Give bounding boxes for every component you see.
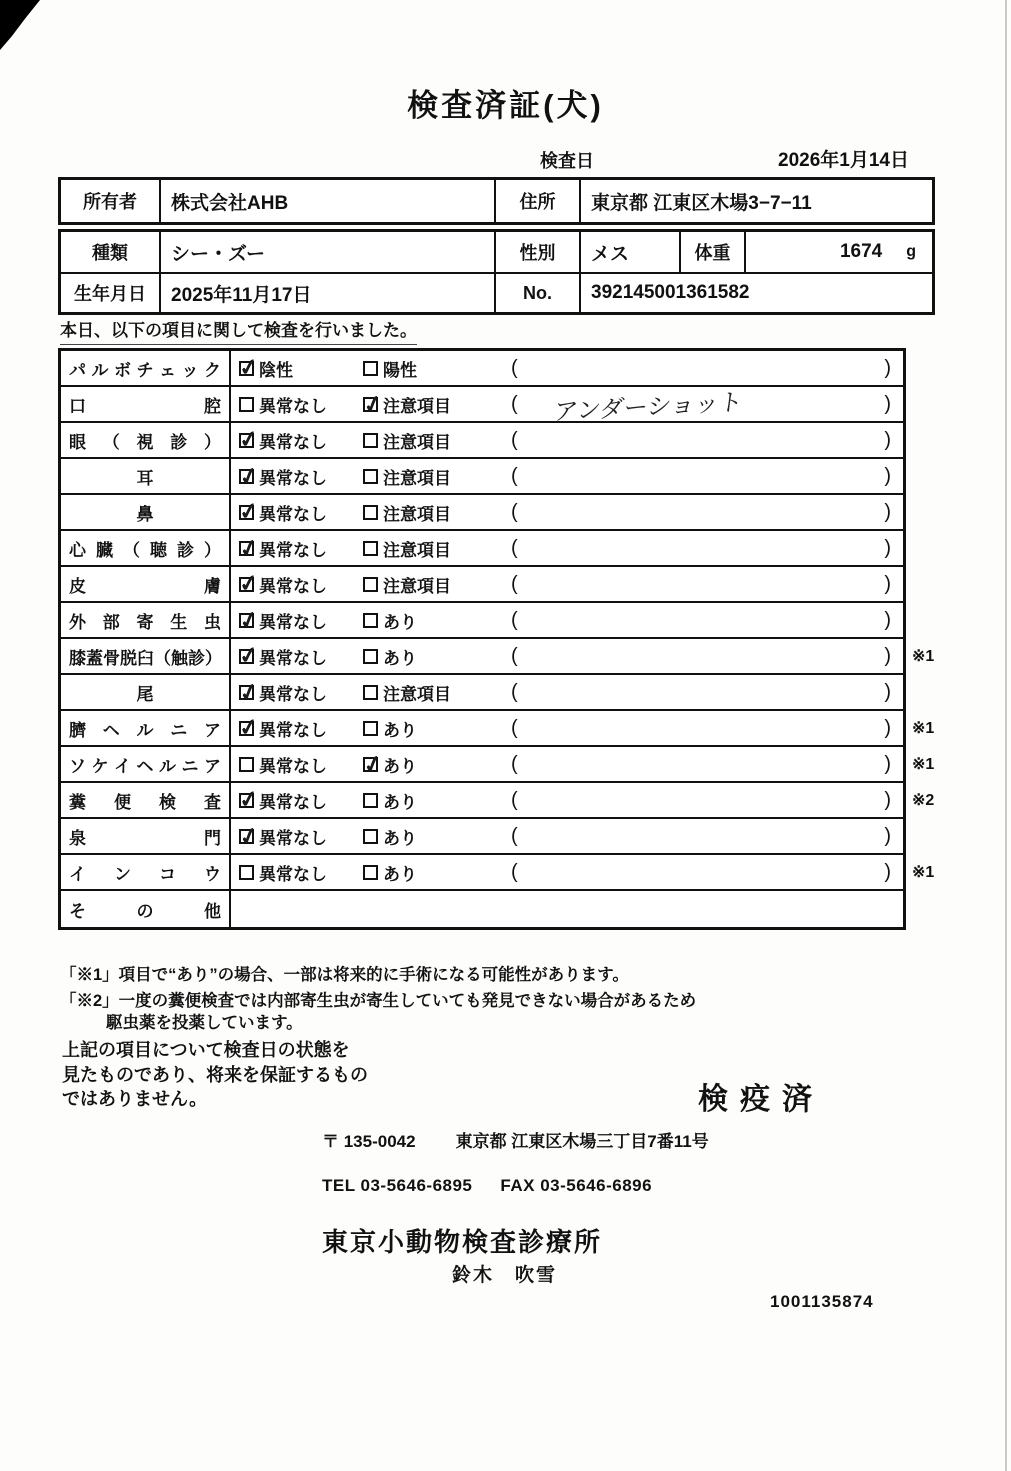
address-value: 東京都 江東区木場3−7−11 [591,192,812,214]
checkbox-label: あり [383,828,417,848]
checklist-item-name [61,711,231,745]
close-paren: ) [884,824,891,847]
checklist-option-1 [231,387,363,421]
checklist-option-2 [363,387,499,421]
pet-table [58,229,935,315]
checkbox-label: あり [383,864,417,884]
serial-number: 1001135874 [770,1292,874,1311]
open-paren: ( [511,608,518,631]
checklist-item-text: 膝 蓋 骨 脱 臼 （ 触 診 ） [69,648,222,668]
fax-number: FAX 03-5646-6896 [500,1176,653,1195]
note-field [499,675,903,709]
open-paren: ( [511,500,518,523]
note-field [499,459,903,493]
checklist-option-1 [231,459,363,493]
note-field [499,819,903,853]
checklist-option-2 [363,639,499,673]
note-field [499,351,903,385]
weight-cell [746,232,932,272]
checklist-row [61,495,903,531]
quarantine-stamp: 検疫済 [698,1083,824,1116]
close-paren: ) [884,392,891,415]
checkbox-icon [239,865,254,880]
checkbox-icon [363,433,378,448]
close-paren: ) [884,752,891,775]
note-field [499,711,903,745]
inspection-date-value: 2026年1月14日 [778,150,909,171]
checkbox-label: 異常なし [259,540,327,560]
checklist-item-name [61,639,231,673]
close-paren: ) [884,500,891,523]
checkbox-icon [363,541,378,556]
note-field [499,603,903,637]
checkbox-icon [363,505,378,520]
checkbox-icon [363,397,378,412]
checkbox-icon [239,577,254,592]
checklist-row [61,351,903,387]
checkbox-label: 注意項目 [383,468,451,488]
note-field [499,747,903,781]
checkbox-icon [363,865,378,880]
open-paren: ( [511,464,518,487]
checkbox-icon [239,397,254,412]
postal-code: 〒 135-0042 [322,1132,416,1151]
clinic-name: 東京小動物検査診療所 [322,1227,603,1257]
checkbox-icon [239,541,254,556]
checkbox-label: 異常なし [259,504,327,524]
checklist-row [61,675,903,711]
checkbox-label: 注意項目 [383,432,451,452]
checkbox-icon [363,613,378,628]
checklist-item-text: 泉 門 [69,828,221,848]
checklist-option-1 [231,531,363,565]
checkbox-icon [239,613,254,628]
checklist-row [61,747,935,783]
id-number-label: No. [496,274,581,312]
breed-value: シー・ズー [161,232,496,272]
birthdate-label: 生年月日 [61,274,161,312]
checklist-option-1 [231,711,363,745]
checklist-item-name [61,495,231,529]
checkbox-icon [239,469,254,484]
reference-mark: ※2 [912,792,935,809]
weight-unit: g [906,243,916,260]
close-paren: ) [884,680,891,703]
checkbox-icon [239,505,254,520]
checklist-row [61,387,903,427]
checklist-table [58,348,935,930]
checkbox-icon [363,469,378,484]
checkbox-label: 注意項目 [383,540,451,560]
close-paren: ) [884,428,891,451]
clinic-address: 東京都 江東区木場三丁目7番11号 [455,1132,709,1151]
checkbox-label: 異常なし [259,792,327,812]
checkbox-icon [239,685,254,700]
checkbox-label: 陽性 [383,360,417,380]
checkbox-label: 異常なし [259,864,327,884]
checklist-option-1 [231,423,363,457]
tel-number: TEL 03-5646-6895 [322,1176,473,1195]
close-paren: ) [884,464,891,487]
checkbox-label: あり [383,792,417,812]
checklist-item-text: 心 臓 （ 聴 診 ） [69,540,221,560]
statement-line-1: 上記の項目について検査日の状態を [62,1040,350,1060]
checklist-item-name [61,783,231,817]
disclaimer-statement [62,1038,368,1112]
checklist-row [61,711,935,747]
note-field [499,639,903,673]
checklist-option-2 [363,351,499,385]
checklist-item-text: パ ル ボ チ ェ ッ ク [69,360,221,380]
checklist-option-2 [363,855,499,889]
checkbox-label: 異常なし [259,828,327,848]
checklist-option-2 [363,567,499,601]
checklist-item-text: ソ ケ イ ヘ ル ニ ア [69,756,221,776]
checklist-item-text: イ ン コ ウ [69,864,221,884]
close-paren: ) [884,860,891,883]
note-field [499,531,903,565]
signer-name: 鈴木 吹雪 [452,1265,558,1286]
checklist-option-1 [231,351,363,385]
checklist-option-1 [231,675,363,709]
note-field [499,855,903,889]
checklist-item-name [61,747,231,781]
checkbox-label: 異常なし [259,576,327,596]
checklist-row [61,459,903,495]
checkbox-label: 異常なし [259,432,327,452]
checklist-row [61,819,903,855]
inspection-date-label: 検査日 [540,151,594,171]
checklist-option-1 [231,495,363,529]
open-paren: ( [511,392,518,415]
checklist-option-2 [363,459,499,493]
scan-edge-line [1005,0,1007,1471]
checklist-item-name [61,675,231,709]
checkbox-icon [363,361,378,376]
intro-text: 本日、以下の項目に関して検査を行いました。 [60,316,417,345]
checkbox-icon [363,577,378,592]
checkbox-label: 異常なし [259,720,327,740]
checkbox-label: 異常なし [259,684,327,704]
open-paren: ( [511,752,518,775]
checklist-item-name [61,855,231,889]
checklist-item-name [61,387,231,421]
owner-row [61,180,932,222]
checklist-item-text: 口 腔 [69,396,221,416]
address-label: 住所 [496,180,581,222]
checklist-item-text: 臍 ヘ ル ニ ア [69,720,221,740]
checklist-row [61,567,903,603]
checkbox-label: 注意項目 [383,576,451,596]
checkbox-label: 異常なし [259,468,327,488]
checkbox-label: 異常なし [259,648,327,668]
open-paren: ( [511,356,518,379]
open-paren: ( [511,860,518,883]
handwritten-note: アンダーショット [552,388,745,427]
reference-mark: ※1 [912,648,935,665]
checklist-item-name [61,459,231,493]
close-paren: ) [884,716,891,739]
birthdate-value: 2025年11月17日 [161,274,496,312]
checkbox-icon [239,433,254,448]
checkbox-icon [239,649,254,664]
open-paren: ( [511,824,518,847]
checklist-row [61,891,903,927]
checklist-option-1 [231,567,363,601]
checklist-item-text: 耳 [136,468,154,488]
checklist-row [61,603,903,639]
open-paren: ( [511,428,518,451]
checkbox-icon [239,829,254,844]
reference-mark: ※1 [912,756,935,773]
sex-value: メス [581,232,681,272]
statement-line-2: 見たものであり、将来を保証するもの [62,1064,368,1085]
checklist-option-2 [363,603,499,637]
checklist-item-name [61,819,231,853]
checkbox-label: 異常なし [259,612,327,632]
checkbox-icon [239,757,254,772]
checklist-item-text: そ の 他 [69,901,221,921]
note-field [499,387,903,427]
open-paren: ( [511,572,518,595]
checklist-item-name [61,423,231,457]
close-paren: ) [884,536,891,559]
checkbox-label: あり [383,756,417,776]
checkbox-icon [363,829,378,844]
close-paren: ) [884,644,891,667]
checklist-option-2 [363,819,499,853]
checklist-row [61,639,935,675]
close-paren: ) [884,788,891,811]
checklist-item-text: 糞 便 検 査 [69,792,221,812]
checklist-option-2 [363,531,499,565]
note-field [499,783,903,817]
note-field [499,495,903,529]
checkbox-label: 異常なし [259,756,327,776]
statement-line-3: ではありません。 [62,1089,208,1109]
checklist-row [61,531,903,567]
open-paren: ( [511,644,518,667]
checklist-row [61,423,903,459]
checkbox-label: あり [383,648,417,668]
footnote-2-line2: 駆虫薬を投薬しています。 [106,1014,303,1032]
note-field [499,423,903,457]
checklist-option-2 [363,711,499,745]
sex-label: 性別 [496,232,581,272]
checklist-item-text: 鼻 [136,504,154,524]
reference-mark: ※1 [912,720,935,737]
checklist-row [61,855,935,891]
close-paren: ) [884,572,891,595]
open-paren: ( [511,680,518,703]
checklist-option-2 [363,783,499,817]
checklist-option-1 [231,747,363,781]
breed-label: 種類 [61,232,161,272]
open-paren: ( [511,536,518,559]
checklist-item-name [61,891,231,927]
checklist-option-1 [231,783,363,817]
checklist-option-1 [231,819,363,853]
weight-label: 体重 [681,232,746,272]
note-field [499,567,903,601]
open-paren: ( [511,788,518,811]
checklist-item-name [61,351,231,385]
checkbox-icon [363,649,378,664]
checklist-option-2 [363,675,499,709]
footnote-1: 「※1」項目で“あり”の場合、一部は将来的に手術になる可能性があります。 [60,966,629,984]
footer-address-line [322,1127,709,1152]
checkbox-label: あり [383,612,417,632]
pet-row-2 [61,272,932,312]
document-title: 検査済証(犬) [407,88,604,123]
scan-artifact [0,0,40,50]
close-paren: ) [884,608,891,631]
checklist-option-1 [231,639,363,673]
checklist-option-1 [231,603,363,637]
checklist-item-text: 外 部 寄 生 虫 [69,612,221,632]
checklist-item-name [61,603,231,637]
checklist-item-text: 皮 膚 [69,576,221,596]
checkbox-icon [239,361,254,376]
pet-row-1 [61,232,932,272]
id-number-value: 392145001361582 [591,282,750,303]
checkbox-label: 注意項目 [383,684,451,704]
checkbox-label: 注意項目 [383,504,451,524]
checkbox-icon [239,793,254,808]
weight-value: 1674 [839,241,883,262]
footer-contact-line [322,1176,652,1196]
checkbox-label: あり [383,720,417,740]
checkbox-icon [363,721,378,736]
checklist-item-text: 眼 （ 視 診 ） [69,432,221,452]
checkbox-icon [363,685,378,700]
checkbox-label: 異常なし [259,396,327,416]
checklist-option-1 [231,855,363,889]
checklist-row [61,783,935,819]
checklist-item-name [61,567,231,601]
checkbox-icon [239,721,254,736]
footnote-2-line1: 「※2」一度の糞便検査では内部寄生虫が寄生していても発見できない場合があるため [60,992,697,1010]
checkbox-label: 注意項目 [383,396,451,416]
reference-mark: ※1 [912,864,935,881]
close-paren: ) [884,356,891,379]
owner-label: 所有者 [61,180,161,222]
checklist-option-2 [363,747,499,781]
checklist-option-2 [363,423,499,457]
checkbox-label: 陰性 [259,360,293,380]
checklist-option-2 [363,495,499,529]
checkbox-icon [363,793,378,808]
checkbox-icon [363,757,378,772]
checklist-item-name [61,531,231,565]
owner-table [58,177,935,225]
checklist-item-text: 尾 [136,684,154,704]
owner-value: 株式会社AHB [161,180,496,222]
open-paren: ( [511,716,518,739]
